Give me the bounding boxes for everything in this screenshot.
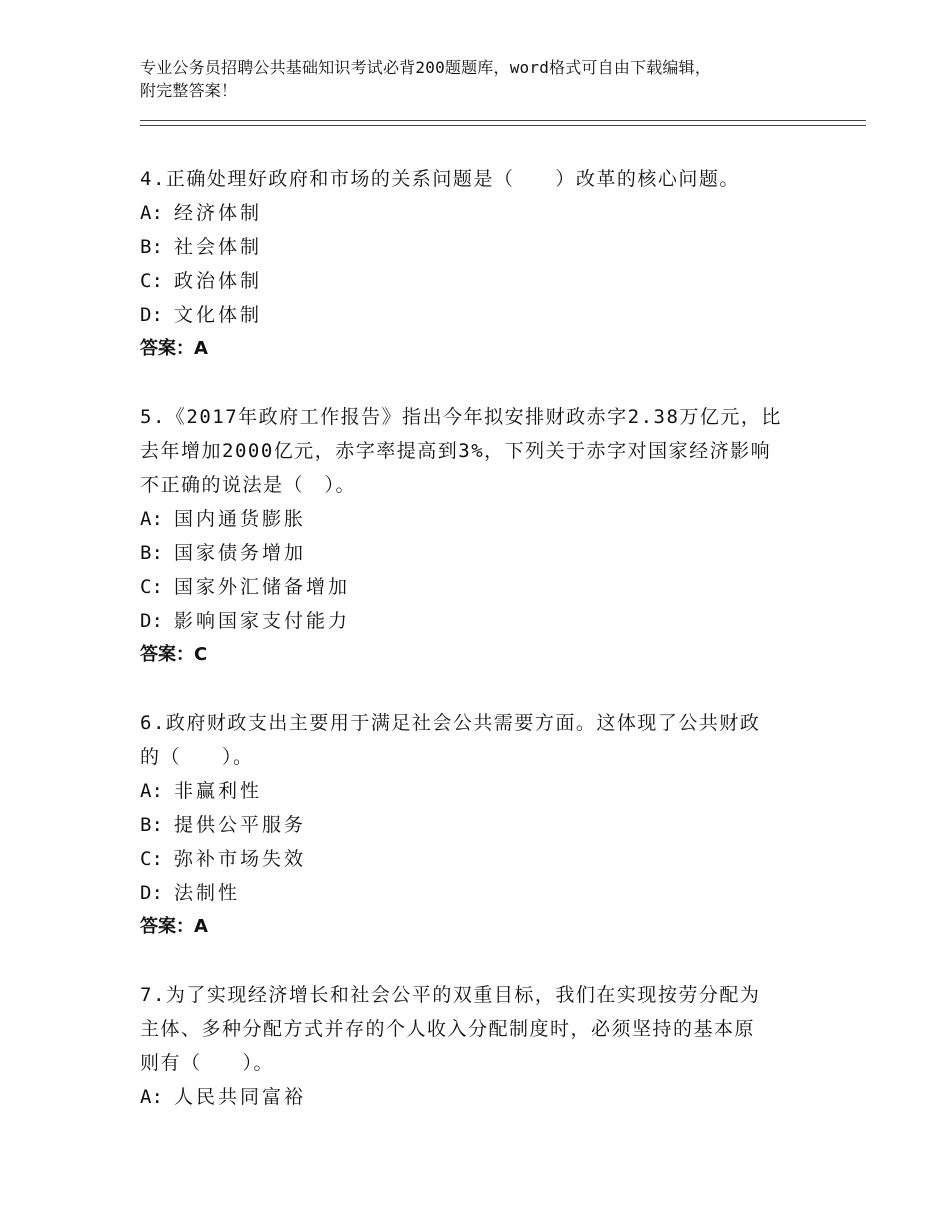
question-text: 4.正确处理好政府和市场的关系问题是（ ）改革的核心问题。 (140, 168, 740, 190)
option-d (140, 876, 820, 910)
question-text-line-2: 去年增加2000亿元，赤字率提高到3%，下列关于赤字对国家经济影响 (140, 440, 772, 462)
document-header (140, 56, 860, 102)
question-list (140, 162, 820, 1148)
question-text-line-2: 主体、多种分配方式并存的个人收入分配制度时，必须坚持的基本原 (140, 1018, 756, 1040)
option-b (140, 536, 820, 570)
option-text: 社会体制 (174, 236, 263, 258)
option-text: 政治体制 (174, 270, 263, 292)
answer-label: 答案：A (140, 338, 208, 359)
header-line-1: 专业公务员招聘公共基础知识考试必背200题题库，word格式可自由下载编辑， (140, 58, 712, 77)
question-text-line-1: 6.政府财政支出主要用于满足社会公共需要方面。这体现了公共财政 (140, 712, 761, 734)
option-letter: B: (140, 236, 163, 258)
option-c (140, 570, 820, 604)
option-text: 国家外汇储备增加 (174, 576, 351, 598)
option-text: 文化体制 (174, 304, 263, 326)
option-d (140, 604, 820, 638)
option-a (140, 1080, 820, 1114)
option-c (140, 842, 820, 876)
option-a (140, 502, 820, 536)
option-text: 弥补市场失效 (174, 848, 307, 870)
option-text: 提供公平服务 (174, 814, 307, 836)
question-text-line-3: 则有（ ）。 (140, 1052, 275, 1074)
header-divider (140, 120, 866, 126)
option-letter: D: (140, 610, 163, 632)
option-letter: B: (140, 542, 163, 564)
option-text: 影响国家支付能力 (174, 610, 351, 632)
option-a (140, 774, 820, 808)
option-letter: A: (140, 1086, 163, 1108)
option-c (140, 264, 820, 298)
option-text: 非赢利性 (174, 780, 263, 802)
option-text: 人民共同富裕 (174, 1086, 307, 1108)
question-6 (140, 706, 820, 944)
answer-label: 答案：C (140, 644, 208, 665)
option-letter: A: (140, 780, 163, 802)
header-line-2: 附完整答案！ (140, 81, 238, 100)
option-letter: D: (140, 882, 163, 904)
option-letter: A: (140, 508, 163, 530)
question-5 (140, 400, 820, 672)
option-letter: C: (140, 848, 163, 870)
answer-label: 答案：A (140, 916, 208, 937)
option-letter: A: (140, 202, 163, 224)
question-text-line-2: 的（ ）。 (140, 746, 254, 768)
option-letter: B: (140, 814, 163, 836)
question-7 (140, 978, 820, 1114)
option-d (140, 298, 820, 332)
option-text: 国家债务增加 (174, 542, 307, 564)
option-a (140, 196, 820, 230)
option-text: 法制性 (174, 882, 241, 904)
option-text: 经济体制 (174, 202, 263, 224)
option-b (140, 230, 820, 264)
question-text-line-1: 5.《2017年政府工作报告》指出今年拟安排财政赤字2.38万亿元，比 (140, 406, 782, 428)
question-text-line-1: 7.为了实现经济增长和社会公平的双重目标，我们在实现按劳分配为 (140, 984, 761, 1006)
option-letter: C: (140, 576, 163, 598)
question-4 (140, 162, 820, 366)
option-letter: D: (140, 304, 163, 326)
option-letter: C: (140, 270, 163, 292)
option-text: 国内通货膨胀 (174, 508, 307, 530)
question-text-line-3: 不正确的说法是（ ）。 (140, 474, 357, 496)
option-b (140, 808, 820, 842)
